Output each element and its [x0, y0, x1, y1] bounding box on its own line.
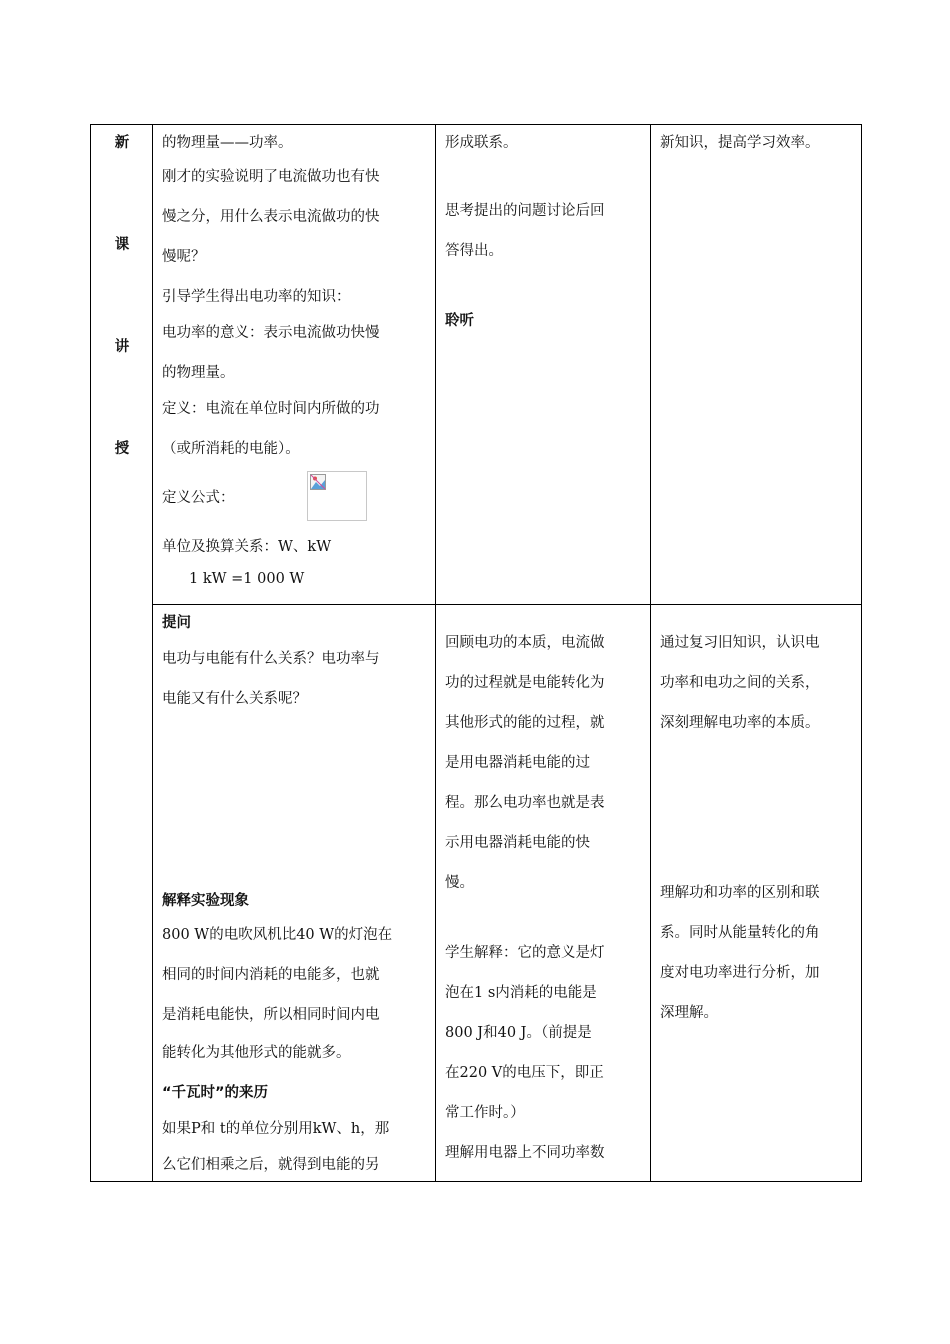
- design-intent-cell: [651, 125, 862, 605]
- text-line: 其他形式的能的过程，就: [445, 715, 605, 731]
- text-line: 回顾电功的本质，电流做: [445, 635, 605, 651]
- text-line: （或所消耗的电能）。: [162, 441, 300, 457]
- text-line: 答得出。: [445, 243, 503, 259]
- stage-char: 课: [114, 237, 130, 253]
- text-line: 常工作时。）: [445, 1105, 525, 1121]
- text-line: 么它们相乘之后，就得到电能的另: [162, 1157, 380, 1173]
- student-activity-cell: [436, 605, 651, 1182]
- table-row: [91, 125, 862, 605]
- text-line: 电功率的意义：表示电流做功快慢: [162, 325, 380, 341]
- stage-char: 讲: [114, 339, 130, 355]
- stage-char: 新: [114, 135, 130, 151]
- text-line: 功的过程就是电能转化为: [445, 675, 605, 691]
- text-line: 如果P和 t的单位分别用kW、h，那: [162, 1121, 390, 1137]
- stage-label-cell: [91, 125, 153, 1182]
- text-line: 形成联系。: [445, 135, 518, 151]
- text-line: 学生解释：它的意义是灯: [445, 945, 605, 961]
- design-intent-cell: [651, 605, 862, 1182]
- text-line: 功率和电功之间的关系，: [660, 675, 820, 691]
- text-line: 泡在1 s内消耗的电能是: [445, 985, 597, 1001]
- teacher-activity-cell: [153, 125, 436, 605]
- text-line: 程。那么电功率也就是表: [445, 795, 605, 811]
- table-row: [91, 605, 862, 1182]
- text-line: 能转化为其他形式的能就多。: [162, 1045, 351, 1061]
- text-line: 800 J和40 J。（前提是: [445, 1025, 592, 1041]
- text-line: 思考提出的问题讨论后回: [445, 203, 605, 219]
- text-line: 理解功和功率的区别和联: [660, 885, 820, 901]
- text-line: “千瓦时”的来历: [162, 1085, 269, 1101]
- text-line: 的物理量。: [162, 365, 235, 381]
- text-line: 度对电功率进行分析，加: [660, 965, 820, 981]
- text-line: 定义公式：: [162, 490, 235, 506]
- text-line: 通过复习旧知识，认识电: [660, 635, 820, 651]
- text-line: 的物理量——功率。: [162, 135, 293, 151]
- text-line: 800 W的电吹风机比40 W的灯泡在: [162, 927, 393, 943]
- stage-char: 授: [114, 441, 130, 457]
- student-activity-cell: [436, 125, 651, 605]
- text-line: 电功与电能有什么关系？电功率与: [162, 651, 380, 667]
- text-line: 聆听: [445, 313, 474, 329]
- teacher-activity-cell: [153, 605, 436, 1182]
- text-line: 在220 V的电压下，即正: [445, 1065, 604, 1081]
- text-line: 提问: [162, 615, 191, 631]
- text-line: 深理解。: [660, 1005, 718, 1021]
- text-line: 是消耗电能快，所以相同时间内电: [162, 1007, 380, 1023]
- text-line: 示用电器消耗电能的快: [445, 835, 590, 851]
- text-line: 相同的时间内消耗的电能多，也就: [162, 967, 380, 983]
- text-line: 慢之分，用什么表示电流做功的快: [162, 209, 380, 225]
- text-line: 电能又有什么关系呢？: [162, 691, 307, 707]
- text-line: 1 kW =1 000 W: [189, 571, 305, 587]
- text-line: 单位及换算关系：W、kW: [162, 539, 332, 555]
- text-line: 引导学生得出电功率的知识：: [162, 289, 351, 305]
- formula-image-placeholder: [307, 471, 367, 521]
- text-line: 系。同时从能量转化的角: [660, 925, 820, 941]
- text-line: 慢呢？: [162, 249, 206, 265]
- lesson-plan-table: [90, 124, 862, 1182]
- text-line: 刚才的实验说明了电流做功也有快: [162, 169, 380, 185]
- text-line: 解释实验现象: [162, 893, 249, 909]
- text-line: 新知识，提高学习效率。: [660, 135, 820, 151]
- text-line: 深刻理解电功率的本质。: [660, 715, 820, 731]
- broken-image-icon: [310, 474, 326, 490]
- text-line: 理解用电器上不同功率数: [445, 1145, 605, 1161]
- text-line: 慢。: [445, 875, 474, 891]
- text-line: 定义：电流在单位时间内所做的功: [162, 401, 380, 417]
- text-line: 是用电器消耗电能的过: [445, 755, 590, 771]
